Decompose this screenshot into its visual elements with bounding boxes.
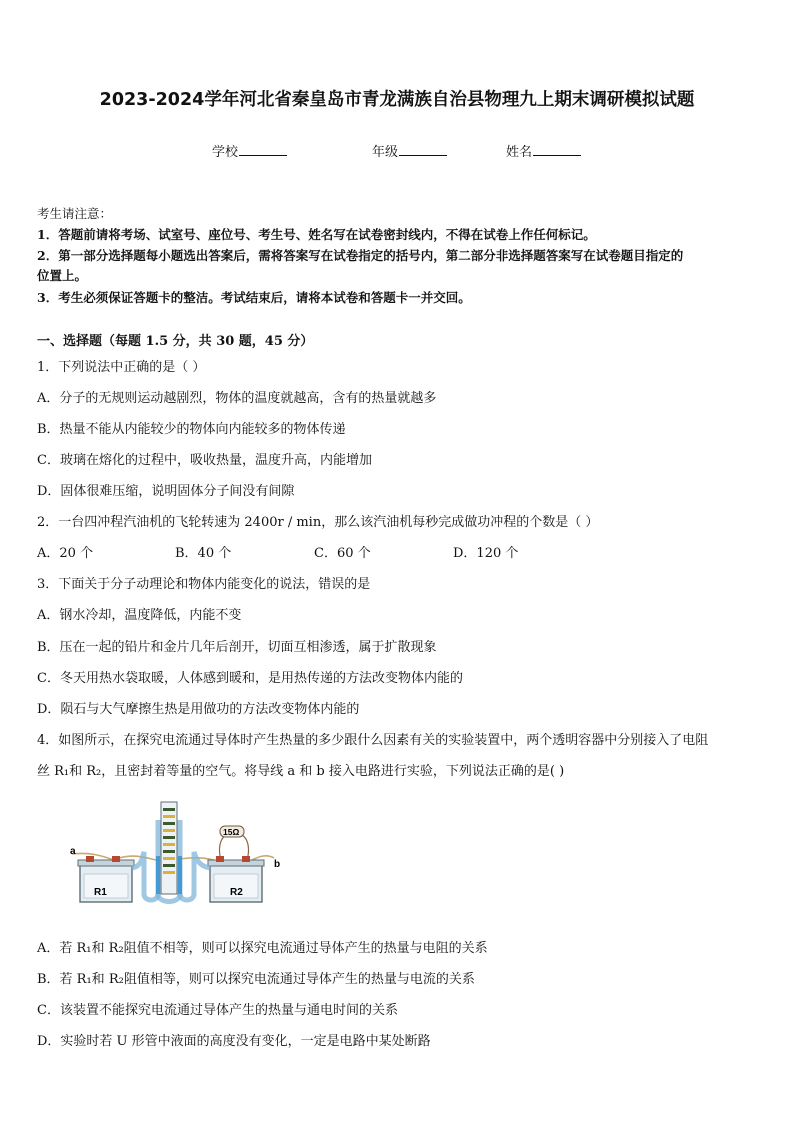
terminal-left-2	[112, 856, 120, 862]
terminal-left-1	[86, 856, 94, 862]
name-blank[interactable]	[533, 143, 581, 156]
q2-option-a: A．20 个	[37, 546, 94, 561]
grade-blank[interactable]	[399, 143, 447, 156]
q3-option-d: D．陨石与大气摩擦生热是用做功的方法改变物体内能的	[37, 702, 360, 717]
label-b: b	[274, 859, 281, 870]
notice-item-1: 1．答题前请将考场、试室号、座位号、考生号、姓名写在试卷密封线内，不得在试卷上作任何标记。	[37, 227, 596, 242]
notice-item-2: 2．第一部分选择题每小题选出答案后，需将答案写在试卷指定的括号内，第二部分非选择题答案写在试卷题目指定的	[37, 248, 684, 263]
label-r2: R2	[230, 887, 243, 898]
q2-option-c: C．60 个	[314, 546, 371, 561]
notice-heading: 考生请注意：	[37, 206, 113, 221]
u-tube-right	[180, 820, 210, 900]
terminal-right-2	[242, 856, 250, 862]
q4-option-b: B．若 R₁和 R₂阻值相等，则可以探究电流通过导体产生的热量与电流的关系	[37, 972, 475, 987]
name-field[interactable]	[506, 141, 581, 160]
q3-option-b: B．压在一起的铅片和金片几年后剖开，切面互相渗透，属于扩散现象	[37, 640, 437, 655]
school-blank[interactable]	[239, 143, 287, 156]
page-title: 2023-2024学年河北省秦皇岛市青龙满族自治县物理九上期末调研模拟试题	[99, 90, 695, 110]
grade-label: 年级	[372, 145, 399, 160]
joule-heating-apparatus-figure	[62, 796, 292, 906]
q4-option-a: A．若 R₁和 R₂阻值不相等，则可以探究电流通过导体产生的热量与电阻的关系	[37, 941, 488, 956]
q3-stem: 3．下面关于分子动理论和物体内能变化的说法，错误的是	[37, 577, 371, 592]
q2-stem: 2．一台四冲程汽油机的飞轮转速为 2400r / min，那么该汽油机每秒完成做功冲程的个数是（ ）	[37, 515, 599, 530]
q4-stem-line1: 4．如图所示，在探究电流通过导体时产生热量的多少跟什么因素有关的实验装置中，两个透明容器中分别接入了电阻	[37, 733, 709, 748]
terminal-right-1	[216, 856, 224, 862]
q1-stem: 1．下列说法中正确的是（ ）	[37, 360, 206, 375]
label-a: a	[70, 846, 76, 857]
wire-b	[252, 856, 274, 860]
label-resistor: 15Ω	[223, 827, 240, 837]
grade-field[interactable]	[372, 141, 447, 160]
section-heading: 一、选择题（每题 1.5 分，共 30 题，45 分）	[37, 334, 314, 349]
q2-option-b: B．40 个	[175, 546, 232, 561]
q3-option-a: A．钢水冷却，温度降低，内能不变	[37, 608, 242, 623]
q1-option-d: D．固体很难压缩，说明固体分子间没有间隙	[37, 484, 295, 499]
q1-option-a: A．分子的无规则运动越剧烈，物体的温度就越高，含有的热量就越多	[37, 391, 437, 406]
school-field[interactable]	[212, 141, 287, 160]
q3-option-c: C．冬天用热水袋取暖，人体感到暖和，是用热传递的方法改变物体内能的	[37, 671, 463, 686]
name-label: 姓名	[506, 145, 533, 160]
q4-option-d: D．实验时若 U 形管中液面的高度没有变化，一定是电路中某处断路	[37, 1034, 431, 1049]
notice-item-3: 3．考生必须保证答题卡的整洁。考试结束后，请将本试卷和答题卡一并交回。	[37, 290, 471, 305]
q1-option-c: C．玻璃在熔化的过程中，吸收热量，温度升高，内能增加	[37, 453, 372, 468]
q2-option-d: D．120 个	[453, 546, 519, 561]
q2-options	[37, 542, 518, 561]
q1-option-b: B．热量不能从内能较少的物体向内能较多的物体传递	[37, 422, 346, 437]
q4-option-c: C．该装置不能探究电流通过导体产生的热量与通电时间的关系	[37, 1003, 398, 1018]
notice-item-2-cont: 位置上。	[37, 268, 88, 283]
school-label: 学校	[212, 145, 239, 160]
label-r1: R1	[94, 887, 107, 898]
q4-stem-line2: 丝 R₁和 R₂，且密封着等量的空气。将导线 a 和 b 接入电路进行实验，下列说法正确的是( )	[37, 764, 565, 779]
